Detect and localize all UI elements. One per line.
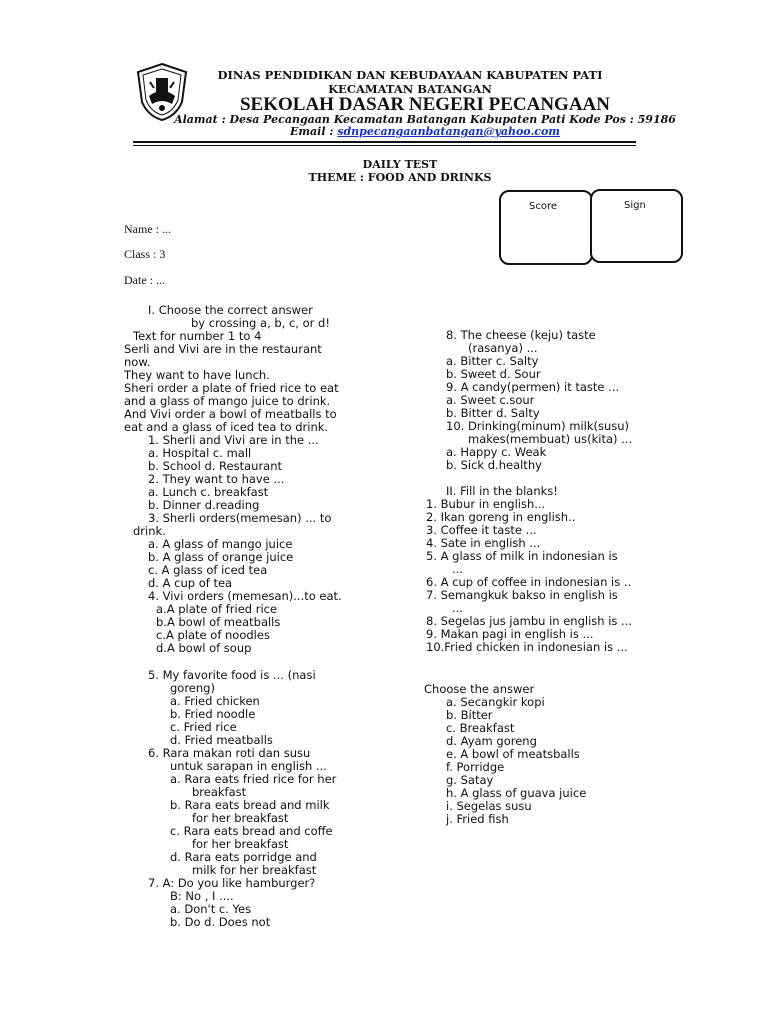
left-column-line: a. Don't c. Yes bbox=[170, 902, 252, 916]
left-column-line: a. Rara eats fried rice for her bbox=[170, 772, 337, 786]
right-column-line: 8. Segelas jus jambu in english is ... bbox=[426, 614, 633, 628]
right-column-line: 4. Sate in english ... bbox=[426, 536, 541, 550]
left-column-line: untuk sarapan in english ... bbox=[170, 759, 327, 773]
left-column-line: eat and a glass of iced tea to drink. bbox=[124, 420, 329, 434]
left-column-line: Text for number 1 to 4 bbox=[133, 329, 262, 343]
right-column-line: b. Sick d.healthy bbox=[446, 458, 542, 472]
left-column-line: Sheri order a plate of fried rice to eat bbox=[124, 381, 339, 395]
student-class: Class : 3 bbox=[124, 247, 166, 261]
right-column-line: makes(membuat) us(kita) ... bbox=[468, 432, 633, 446]
right-column-line: 9. Makan pagi in english is ... bbox=[426, 627, 594, 641]
left-column-line: B: No , I .... bbox=[170, 889, 234, 903]
right-column-line: a. Happy c. Weak bbox=[446, 445, 547, 459]
right-column-line: b. Bitter bbox=[446, 708, 493, 722]
left-column-line: 7. A: Do you like hamburger? bbox=[148, 876, 316, 890]
left-column-line: 4. Vivi orders (memesan)...to eat. bbox=[148, 589, 342, 603]
right-column-line: i. Segelas susu bbox=[446, 799, 532, 813]
right-column-line: 6. A cup of coffee in indonesian is .. bbox=[426, 575, 632, 589]
left-column-line: for her breakfast bbox=[192, 837, 289, 851]
left-column-line: c. Fried rice bbox=[170, 720, 237, 734]
left-column-line: 6. Rara makan roti dan susu bbox=[148, 746, 311, 760]
left-column-line: for her breakfast bbox=[192, 811, 289, 825]
left-column-line: Serli and Vivi are in the restaurant bbox=[124, 342, 322, 356]
left-column-line: b. Dinner d.reading bbox=[148, 498, 260, 512]
right-column-line: II. Fill in the blanks! bbox=[446, 484, 558, 498]
left-column-line: b. Do d. Does not bbox=[170, 915, 271, 929]
right-column-line: (rasanya) ... bbox=[468, 341, 538, 355]
left-column-line: They want to have lunch. bbox=[124, 368, 270, 382]
left-column-line: now. bbox=[124, 355, 151, 369]
left-column-line: drink. bbox=[133, 524, 166, 538]
left-column-line: a. Fried chicken bbox=[170, 694, 260, 708]
right-column-line: h. A glass of guava juice bbox=[446, 786, 587, 800]
right-column-line: c. Breakfast bbox=[446, 721, 515, 735]
left-column-line: c. Rara eats bread and coffe bbox=[170, 824, 333, 838]
left-column-line: a. Hospital c. mall bbox=[148, 446, 252, 460]
header-divider-thin bbox=[133, 145, 636, 146]
school-name: SEKOLAH DASAR NEGERI PECANGAAN bbox=[239, 94, 611, 115]
left-column-line: 2. They want to have ... bbox=[148, 472, 285, 486]
right-column-line: a. Sweet c.sour bbox=[446, 393, 535, 407]
right-column-line: 5. A glass of milk in indonesian is bbox=[426, 549, 618, 563]
left-column-line: by crossing a, b, c, or d! bbox=[191, 316, 330, 330]
right-column-line: b. Sweet d. Sour bbox=[446, 367, 541, 381]
right-column-line: ... bbox=[452, 562, 463, 576]
right-column-line: 2. Ikan goreng in english.. bbox=[426, 510, 576, 524]
sign-label: Sign bbox=[624, 200, 646, 211]
left-column-line: breakfast bbox=[192, 785, 247, 799]
left-column-line: d.A bowl of soup bbox=[156, 641, 252, 655]
right-column-line: 10.Fried chicken in indonesian is ... bbox=[426, 640, 628, 654]
student-name: Name : ... bbox=[124, 222, 171, 236]
right-column-line: 1. Bubur in english... bbox=[426, 497, 546, 511]
left-column-line: a. Lunch c. breakfast bbox=[148, 485, 269, 499]
left-column-line: c.A plate of noodles bbox=[156, 628, 270, 642]
left-column-line: b. Rara eats bread and milk bbox=[170, 798, 330, 812]
email-link[interactable]: sdnpecangaanbatangan@yahoo.com bbox=[337, 125, 560, 138]
right-column-line: g. Satay bbox=[446, 773, 494, 787]
left-column-line: d. A cup of tea bbox=[148, 576, 233, 590]
test-theme: THEME : FOOD AND DRINKS bbox=[308, 171, 492, 184]
right-column-line: b. Bitter d. Salty bbox=[446, 406, 540, 420]
test-title: DAILY TEST bbox=[362, 158, 438, 171]
left-column-line: 5. My favorite food is ... (nasi bbox=[148, 668, 316, 682]
right-column-line: j. Fried fish bbox=[446, 812, 509, 826]
right-column-line: 3. Coffee it taste ... bbox=[426, 523, 537, 537]
right-column-line: a. Secangkir kopi bbox=[446, 695, 545, 709]
left-column-line: b.A bowl of meatballs bbox=[156, 615, 281, 629]
header-divider bbox=[133, 141, 636, 143]
district-name: KECAMATAN BATANGAN bbox=[328, 82, 492, 96]
left-column-line: b. School d. Restaurant bbox=[148, 459, 283, 473]
left-column-line: a. A glass of mango juice bbox=[148, 537, 293, 551]
left-column-line: 1. Sherli and Vivi are in the ... bbox=[148, 433, 319, 447]
left-column-line: And Vivi order a bowl of meatballs to bbox=[124, 407, 337, 421]
email-label: Email : bbox=[290, 125, 338, 138]
right-column-line: d. Ayam goreng bbox=[446, 734, 537, 748]
left-column-line: b. Fried noodle bbox=[170, 707, 256, 721]
right-column-line: 8. The cheese (keju) taste bbox=[446, 328, 596, 342]
right-column-line: f. Porridge bbox=[446, 760, 505, 774]
school-address: Alamat : Desa Pecangaan Kecamatan Batangan Kabupaten Pati Kode Pos : 59186 bbox=[174, 113, 676, 126]
right-column-line: 7. Semangkuk bakso in english is bbox=[426, 588, 618, 602]
left-column-line: a.A plate of fried rice bbox=[156, 602, 278, 616]
score-label: Score bbox=[529, 201, 558, 212]
right-column-line: Choose the answer bbox=[424, 682, 535, 696]
left-column-line: b. A glass of orange juice bbox=[148, 550, 294, 564]
right-column-line: ... bbox=[452, 601, 463, 615]
agency-name: DINAS PENDIDIKAN DAN KEBUDAYAAN KABUPATEN PATI bbox=[217, 68, 603, 82]
left-column-line: milk for her breakfast bbox=[192, 863, 317, 877]
left-column-line: d. Rara eats porridge and bbox=[170, 850, 317, 864]
left-column-line: I. Choose the correct answer bbox=[148, 303, 313, 317]
left-column-line: d. Fried meatballs bbox=[170, 733, 273, 747]
right-column-line: e. A bowl of meatsballs bbox=[446, 747, 580, 761]
right-column-line: 10. Drinking(minum) milk(susu) bbox=[446, 419, 630, 433]
student-date: Date : ... bbox=[124, 273, 165, 287]
left-column-line: goreng) bbox=[170, 681, 215, 695]
right-column-line: 9. A candy(permen) it taste ... bbox=[446, 380, 620, 394]
right-column-line: a. Bitter c. Salty bbox=[446, 354, 539, 368]
school-email-line bbox=[140, 125, 710, 138]
left-column-line: 3. Sherli orders(memesan) ... to bbox=[148, 511, 332, 525]
left-column-line: c. A glass of iced tea bbox=[148, 563, 268, 577]
left-column-line: and a glass of mango juice to drink. bbox=[124, 394, 331, 408]
